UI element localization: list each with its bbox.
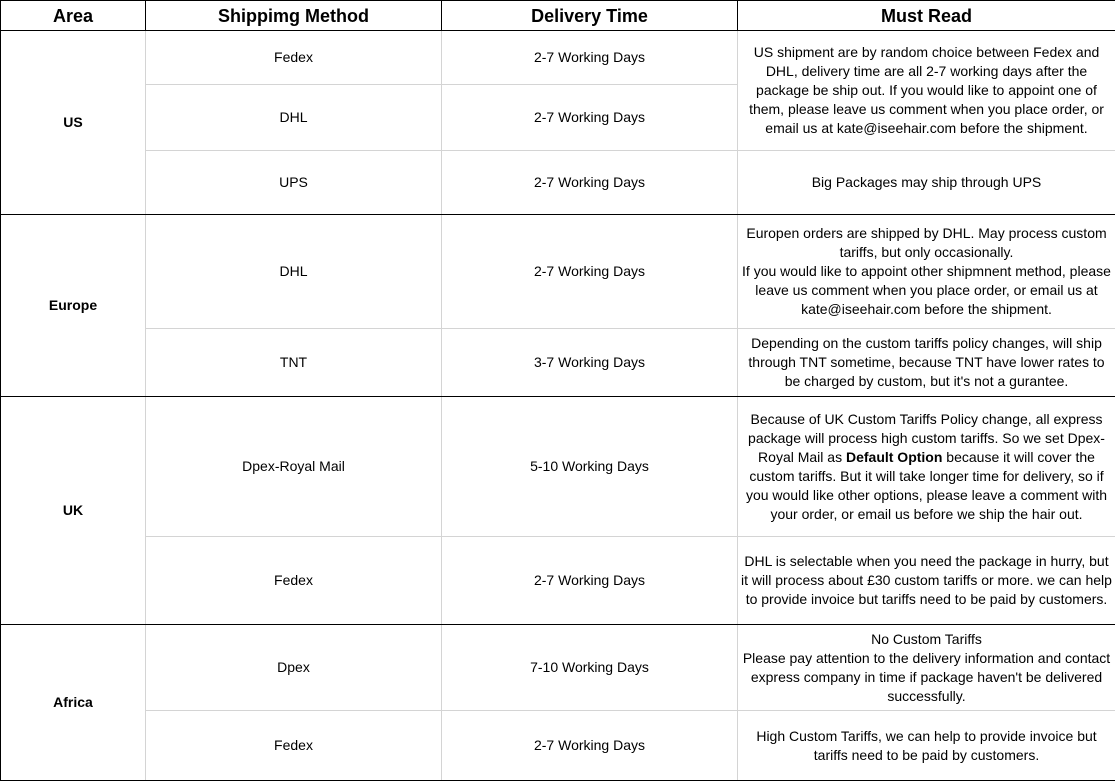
area-africa: Africa: [1, 625, 146, 781]
method-cell: Dpex: [146, 625, 442, 711]
area-uk: UK: [1, 397, 146, 625]
default-option-label: Default Option: [845, 448, 943, 465]
header-shipping-method: Shippimg Method: [146, 1, 442, 31]
note-text: because it will cover the custom tariffs. But it will take longer time for delivery, so if you would like other options, please leave a comment with your order, or email us before we ship the hair out.: [745, 448, 1108, 522]
table-row: [1, 537, 1115, 625]
method-cell: DHL: [146, 215, 442, 329]
time-cell: 2-7 Working Days: [442, 31, 738, 85]
method-cell: UPS: [146, 151, 442, 215]
note-uk-fedex: DHL is selectable when you need the package in hurry, but it will process about £30 custom tariffs or more. we can help to provide invoice but tariffs need to be paid by customers.: [738, 537, 1115, 625]
time-cell: 7-10 Working Days: [442, 625, 738, 711]
note-line: Please pay attention to the delivery information and contact express company in time if package haven't be delivered successfully.: [742, 649, 1111, 704]
table-row: [1, 215, 1115, 329]
table-row: [1, 329, 1115, 397]
method-cell: Fedex: [146, 537, 442, 625]
method-cell: DHL: [146, 85, 442, 151]
header-delivery-time: Delivery Time: [442, 1, 738, 31]
time-cell: 2-7 Working Days: [442, 85, 738, 151]
time-cell: 2-7 Working Days: [442, 151, 738, 215]
note-africa-dpex: [738, 625, 1115, 711]
note-us-ups: Big Packages may ship through UPS: [738, 151, 1115, 215]
note-africa-fedex: High Custom Tariffs, we can help to provide invoice but tariffs need to be paid by customers.: [738, 711, 1115, 781]
time-cell: 2-7 Working Days: [442, 711, 738, 781]
method-cell: Fedex: [146, 711, 442, 781]
note-us-fedex-dhl: US shipment are by random choice between Fedex and DHL, delivery time are all 2-7 working days after the package be ship out. If you would like to appoint one of them, please leave us comment when you place order, or email us at kate@iseehair.com before the shipment.: [738, 31, 1115, 151]
table-row: [1, 31, 1115, 85]
method-cell: TNT: [146, 329, 442, 397]
note-line: Europen orders are shipped by DHL. May process custom tariffs, but only occasionally.: [746, 225, 1107, 260]
note-europe-tnt: Depending on the custom tariffs policy changes, will ship through TNT sometime, because TNT have lower rates to be charged by custom, but it's not a gurantee.: [738, 329, 1115, 397]
note-text: Because of UK Custom Tariffs Policy change, all express package will process high custom tariffs. So we set Dpex-Royal Mail as: [748, 410, 1105, 465]
method-cell: Dpex-Royal Mail: [146, 397, 442, 537]
note-europe-dhl: [738, 215, 1115, 329]
header-must-read: Must Read: [738, 1, 1115, 31]
table-row: [1, 625, 1115, 711]
time-cell: 2-7 Working Days: [442, 215, 738, 329]
time-cell: 5-10 Working Days: [442, 397, 738, 537]
table-row: [1, 397, 1115, 537]
time-cell: 2-7 Working Days: [442, 537, 738, 625]
area-us: US: [1, 31, 146, 215]
area-europe: Europe: [1, 215, 146, 397]
header-row: [1, 1, 1115, 31]
table-row: [1, 711, 1115, 781]
method-cell: Fedex: [146, 31, 442, 85]
note-line: If you would like to appoint other shipmnent method, please leave us comment when you place order, or email us at kate@iseehair.com before the shipment.: [742, 263, 1111, 317]
note-line: No Custom Tariffs: [871, 630, 982, 647]
time-cell: 3-7 Working Days: [442, 329, 738, 397]
note-uk-dpex: [738, 397, 1115, 537]
table-row: [1, 151, 1115, 215]
header-area: Area: [1, 1, 146, 31]
